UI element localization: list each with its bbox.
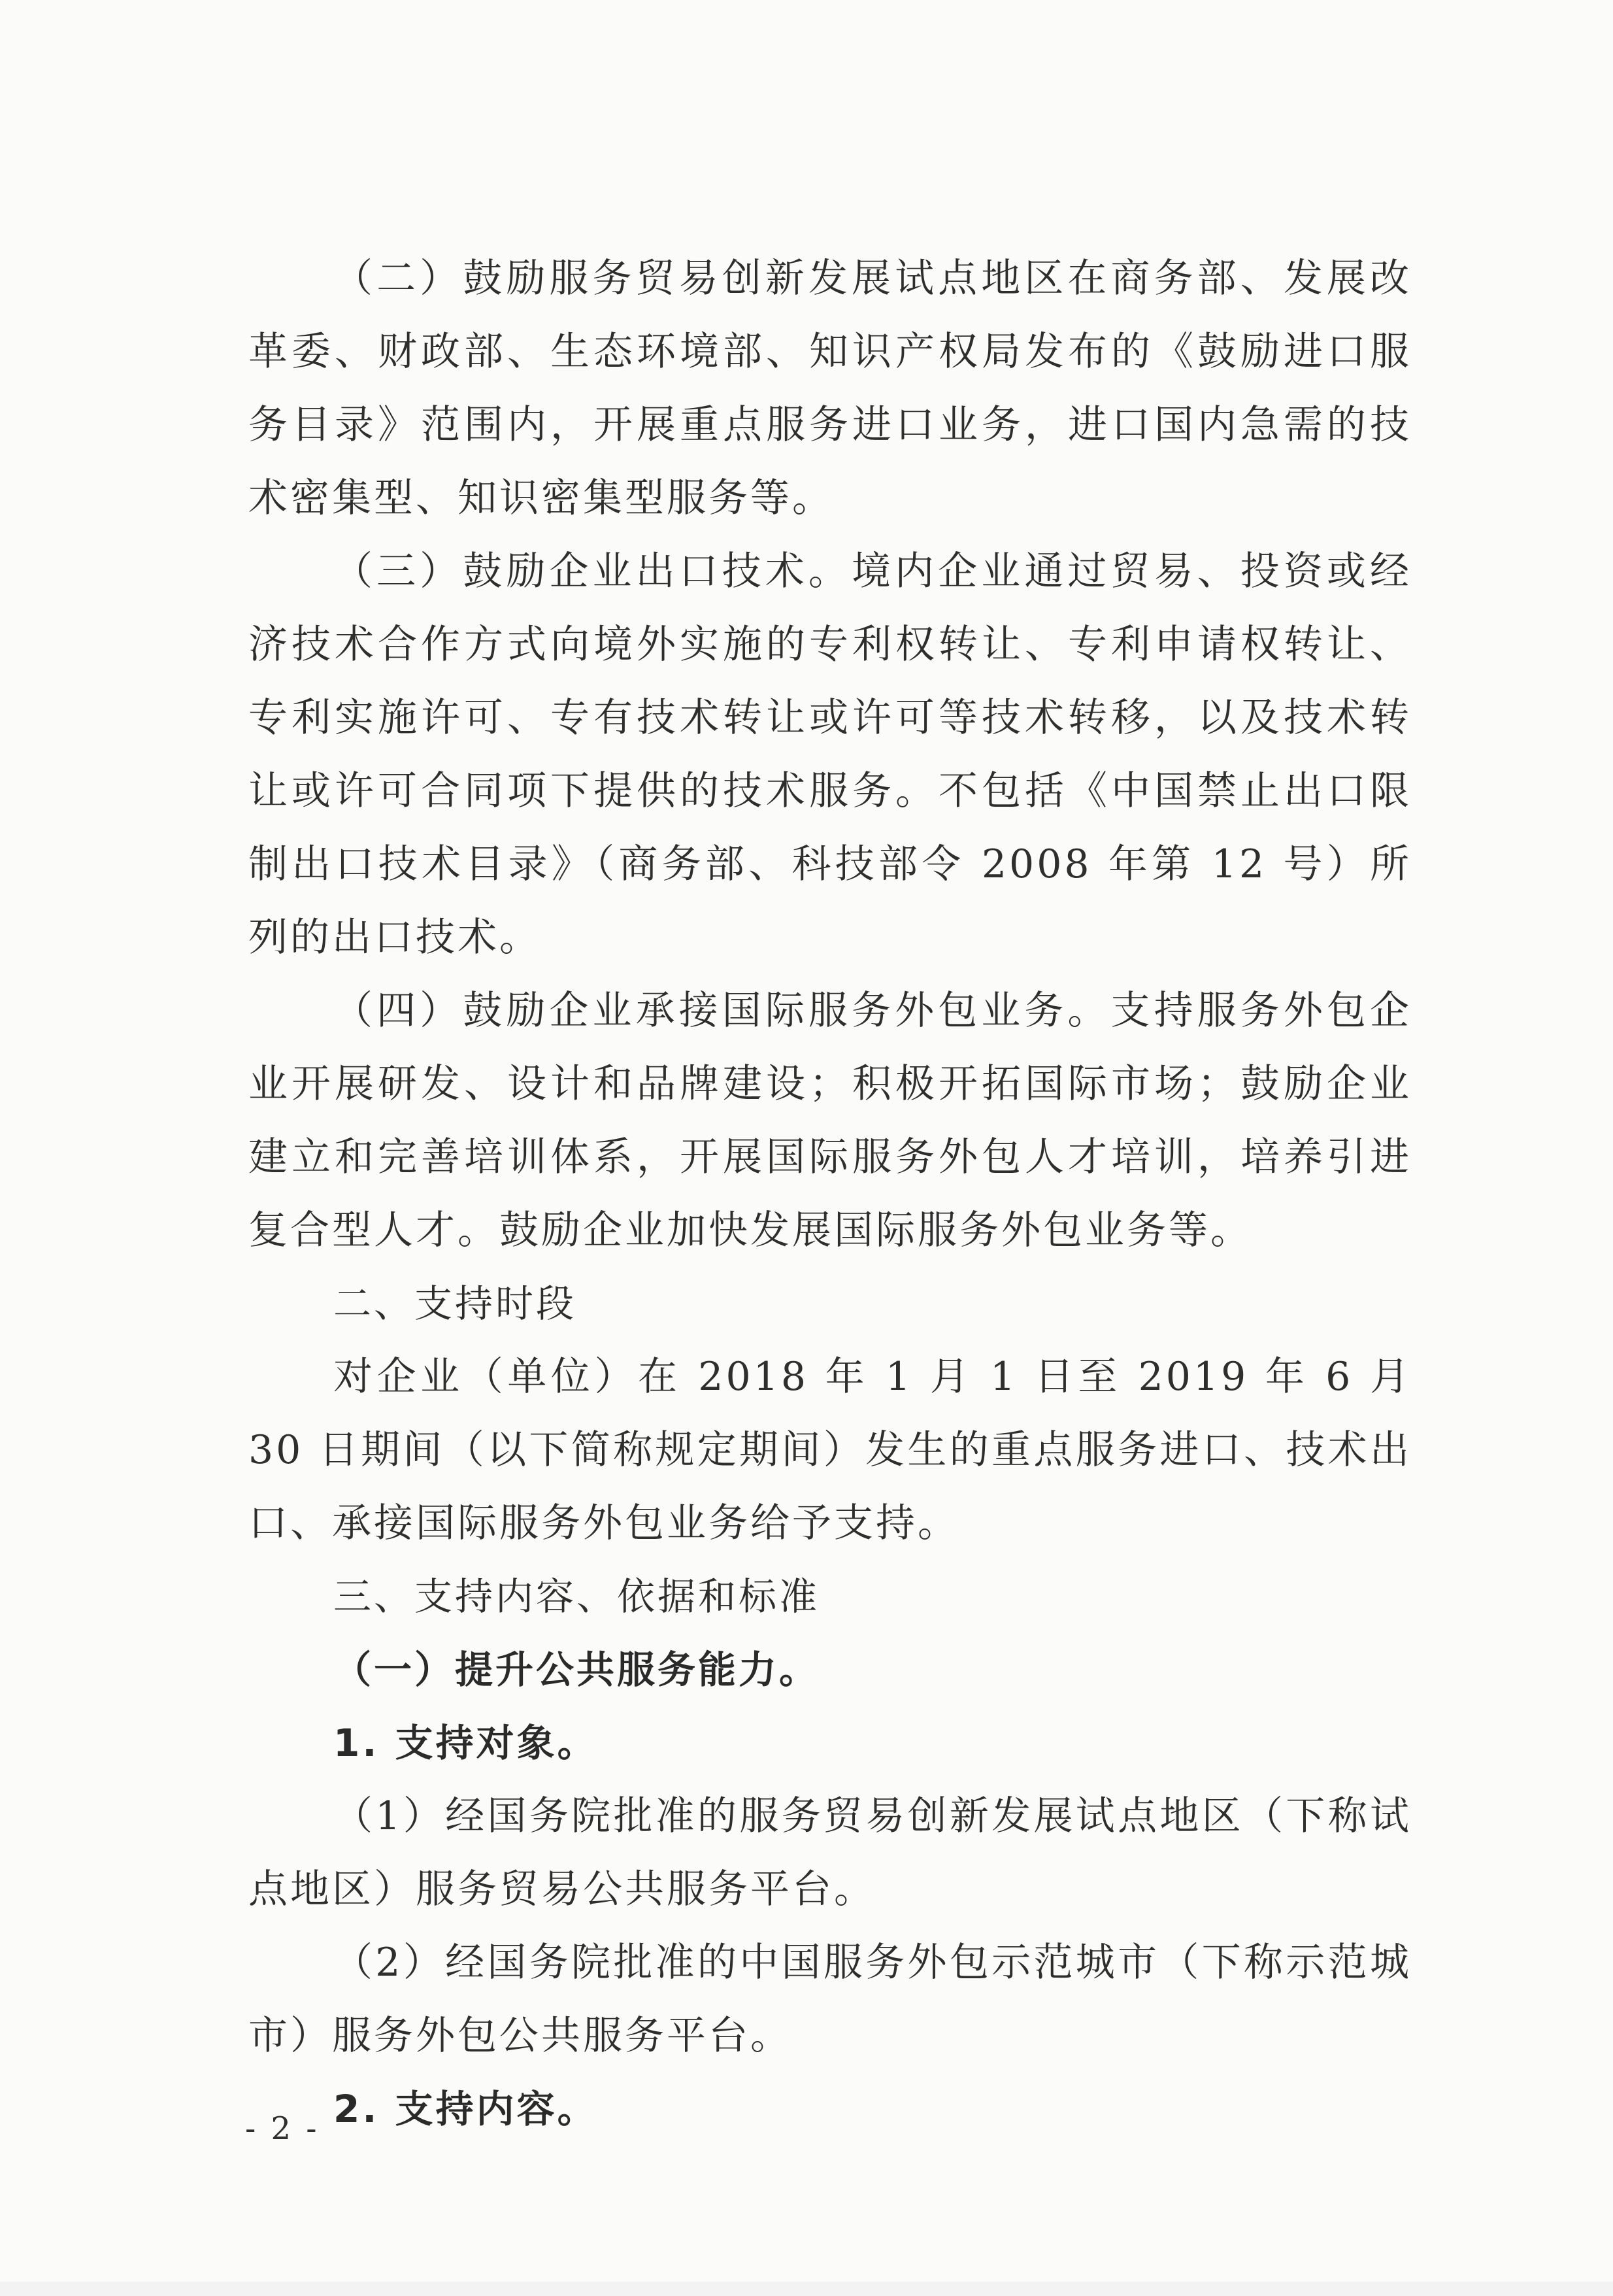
paragraph-encourage-tech-export: （三）鼓励企业出口技术。境内企业通过贸易、投资或经济技术合作方式向境外实施的专利权转让、专利申请权转让、专利实施许可、专有技术转让或许可等技术转移，以及技术转让或许可合同项下提供的技术服务。不包括《中国禁止出口限制出口技术目录》（商务部、科技部令 2008 年第 12 号）所列的出口技术。 bbox=[248, 549, 1412, 960]
paragraph-support-period: 对企业（单位）在 2018 年 1 月 1 日至 2019 年 6 月 30 日期间（以下简称规定期间）发生的重点服务进口、技术出口、承接国际服务外包业务给予支持。 bbox=[248, 1354, 1412, 1546]
subheading-public-service: （一）提升公共服务能力。 bbox=[333, 1647, 820, 1692]
paragraph-target-pilot-areas: （1）经国务院批准的服务贸易创新发展试点地区（下称试点地区）服务贸易公共服务平台。 bbox=[248, 1793, 1412, 1912]
subheading-support-scope: 2. 支持内容。 bbox=[333, 2087, 598, 2131]
paragraph-target-demo-cities: （2）经国务院批准的中国服务外包示范城市（下称示范城市）服务外包公共服务平台。 bbox=[248, 1940, 1412, 2059]
paragraph-encourage-import: （二）鼓励服务贸易创新发展试点地区在商务部、发展改革委、财政部、生态环境部、知识产权局发布的《鼓励进口服务目录》范围内，开展重点服务进口业务，进口国内急需的技术密集型、知识密集型服务等。 bbox=[248, 256, 1412, 521]
subheading-support-target: 1. 支持对象。 bbox=[333, 1721, 598, 1765]
document-body bbox=[248, 242, 1412, 2146]
heading-support-content: 三、支持内容、依据和标准 bbox=[333, 1574, 820, 1619]
scan-bottom-edge bbox=[0, 2282, 1613, 2296]
page-number: - 2 - bbox=[245, 2110, 320, 2147]
paragraph-encourage-outsourcing: （四）鼓励企业承接国际服务外包业务。支持服务外包企业开展研发、设计和品牌建设；积极开拓国际市场；鼓励企业建立和完善培训体系，开展国际服务外包人才培训，培养引进复合型人才。鼓励企业加快发展国际服务外包业务等。 bbox=[248, 988, 1412, 1253]
heading-support-period: 二、支持时段 bbox=[333, 1281, 577, 1326]
